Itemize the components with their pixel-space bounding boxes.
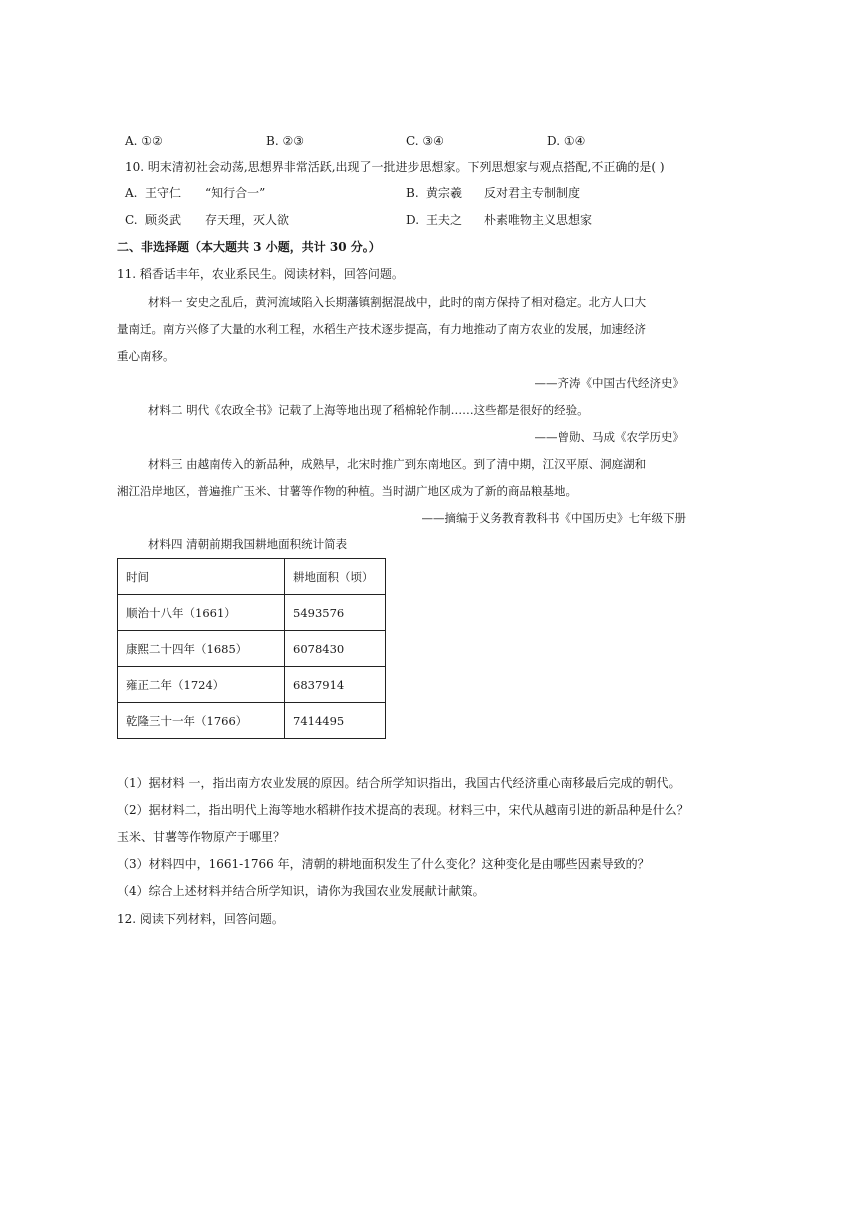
q9-option-a: A. ①② bbox=[125, 134, 163, 148]
q9-option-b: B. ②③ bbox=[266, 134, 304, 148]
q10-option-d-view: 朴素唯物主义思想家 bbox=[484, 213, 593, 227]
table-cell-period: 顺治十八年（1661） bbox=[118, 595, 285, 631]
q11-stem: 11. 稻香话丰年，农业系民生。阅读材料，回答问题。 bbox=[117, 267, 404, 281]
q10-option-a-label: A. bbox=[125, 186, 138, 200]
q11-material1-source: ——齐涛《中国古代经济史》 bbox=[534, 376, 684, 390]
table-header-row bbox=[118, 559, 386, 595]
q10-stem: 10. 明末清初社会动荡,思想界非常活跃,出现了一批进步思想家。下列思想家与观点搭配,不正确的是( ) bbox=[125, 160, 665, 174]
table-cell-area: 6837914 bbox=[285, 667, 386, 703]
q9-option-c: C. ③④ bbox=[406, 134, 444, 148]
q11-material1-line3: 重心南移。 bbox=[117, 349, 175, 363]
q11-material3-line1: 材料三 由越南传入的新品种，成熟早，北宋时推广到东南地区。到了清中期，江汉平原、洞庭湖和 bbox=[148, 457, 647, 471]
q11-material1-line2: 量南迁。南方兴修了大量的水利工程，水稻生产技术逐步提高，有力地推动了南方农业的发展，加速经济 bbox=[117, 322, 646, 336]
table-row bbox=[118, 595, 386, 631]
table-cell-area: 6078430 bbox=[285, 631, 386, 667]
q11-sub4: （4）综合上述材料并结合所学知识，请你为我国农业发展献计献策。 bbox=[117, 884, 485, 898]
q9-option-d: D. ①④ bbox=[547, 134, 586, 148]
q11-sub2-line1: （2）据材料二，指出明代上海等地水稻耕作技术提高的表现。材料三中，宋代从越南引进的新品种是什么？ bbox=[117, 803, 689, 817]
table-row bbox=[118, 631, 386, 667]
q10-option-a-name: 王守仁 bbox=[145, 186, 182, 200]
farmland-table bbox=[117, 558, 386, 739]
table-cell-period: 雍正二年（1724） bbox=[118, 667, 285, 703]
q11-material1-line1: 材料一 安史之乱后，黄河流域陷入长期藩镇割据混战中，此时的南方保持了相对稳定。北方人口大 bbox=[148, 295, 647, 309]
q10-option-d-label: D. bbox=[406, 213, 420, 227]
q10-option-b-view: 反对君主专制制度 bbox=[484, 186, 581, 200]
table-row bbox=[118, 667, 386, 703]
q11-material3-source: ——摘编于义务教育教科书《中国历史》七年级下册 bbox=[421, 511, 686, 525]
table-header-cell: 时间 bbox=[118, 559, 285, 595]
q10-option-c-label: C. bbox=[125, 213, 138, 227]
q11-sub2-line2: 玉米、甘薯等作物原产于哪里？ bbox=[117, 830, 286, 844]
q11-material2-line1: 材料二 明代《农政全书》记载了上海等地出现了稻棉轮作制……这些都是很好的经验。 bbox=[148, 403, 589, 417]
q10-option-c-name: 顾炎武 bbox=[145, 213, 182, 227]
table-row bbox=[118, 703, 386, 739]
table-cell-area: 5493576 bbox=[285, 595, 386, 631]
q10-option-a-view: “知行合一” bbox=[205, 186, 266, 200]
q10-option-d-name: 王夫之 bbox=[426, 213, 463, 227]
table-cell-period: 康熙二十四年（1685） bbox=[118, 631, 285, 667]
q11-material4-title: 材料四 清朝前期我国耕地面积统计简表 bbox=[148, 537, 348, 551]
table-header-cell: 耕地面积（顷） bbox=[285, 559, 386, 595]
q11-sub3: （3）材料四中，1661-1766 年，清朝的耕地面积发生了什么变化？这种变化是由哪些因素导致的？ bbox=[117, 857, 650, 871]
table-cell-period: 乾隆三十一年（1766） bbox=[118, 703, 285, 739]
section-title: 二、非选择题（本大题共 3 小题，共计 30 分。） bbox=[117, 240, 381, 254]
q10-option-b-name: 黄宗羲 bbox=[426, 186, 463, 200]
q12-stem: 12. 阅读下列材料，回答问题。 bbox=[117, 912, 284, 926]
q10-option-b-label: B. bbox=[406, 186, 419, 200]
q11-sub1: （1）据材料 一，指出南方农业发展的原因。结合所学知识指出，我国古代经济重心南移最后完成的朝代。 bbox=[117, 776, 681, 790]
q11-material2-source: ——曾勋、马成《农学历史》 bbox=[534, 430, 684, 444]
q10-option-c-view: 存天理，灭人欲 bbox=[205, 213, 290, 227]
q11-material3-line2: 湘江沿岸地区，普遍推广玉米、甘薯等作物的种植。当时湖广地区成为了新的商品粮基地。 bbox=[117, 484, 577, 498]
table-cell-area: 7414495 bbox=[285, 703, 386, 739]
